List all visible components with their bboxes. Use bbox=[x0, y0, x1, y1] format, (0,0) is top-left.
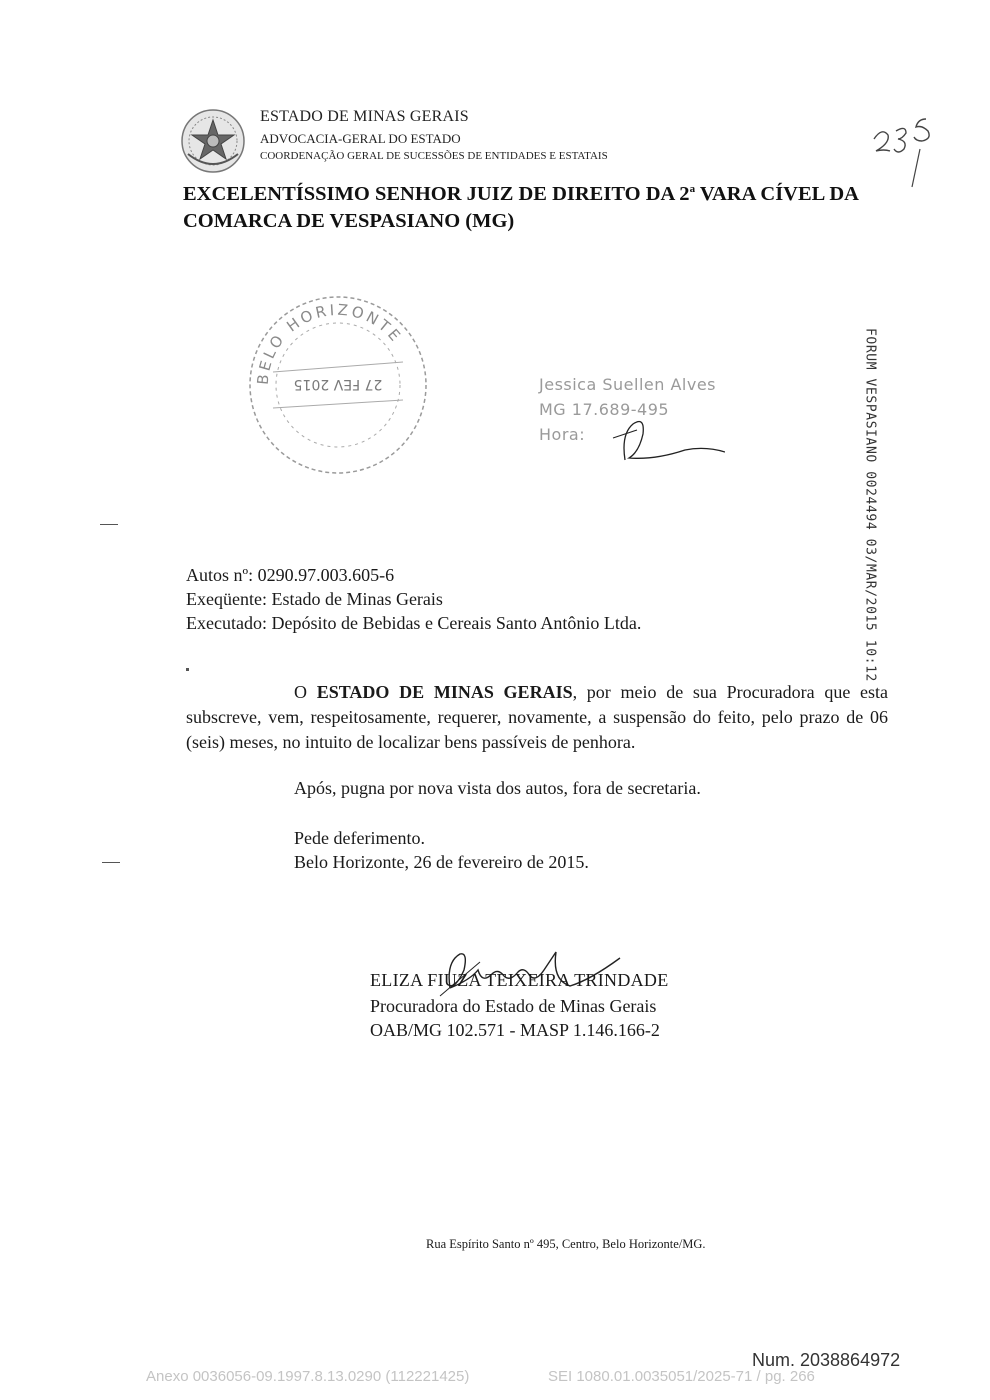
closing-deferment: Pede deferimento. bbox=[294, 828, 425, 848]
scan-mark bbox=[102, 862, 120, 863]
stamp-date: 27 FEV 2015 bbox=[293, 376, 383, 392]
receipt-stamp bbox=[535, 373, 725, 473]
letterhead-state: ESTADO DE MINAS GERAIS bbox=[260, 108, 469, 125]
scan-mark bbox=[100, 524, 118, 525]
signatory-registration: OAB/MG 102.571 - MASP 1.146.166-2 bbox=[370, 1020, 660, 1040]
signatory-role: Procuradora do Estado de Minas Gerais bbox=[370, 996, 657, 1016]
case-plaintiff: Exeqüente: Estado de Minas Gerais bbox=[186, 589, 443, 609]
case-number: Autos nº: 0290.97.003.605-6 bbox=[186, 565, 395, 585]
annex-reference: Anexo 0036056-09.1997.8.13.0290 (112221425) bbox=[146, 1368, 470, 1385]
case-defendant: Executado: Depósito de Bebidas e Cereais Santo Antônio Ltda. bbox=[186, 613, 642, 633]
signatory-name: ELIZA FIUZA TEIXEIRA TRINDADE bbox=[370, 970, 669, 990]
court-reception-stamp bbox=[238, 290, 438, 480]
addressee-heading: EXCELENTÍSSIMO SENHOR JUIZ DE DIREITO DA 2$^a$ VARA CÍVEL DA COMARCA DE VESPASIANO (MG) bbox=[183, 182, 858, 232]
document-number: Num. 2038864972 bbox=[752, 1350, 901, 1370]
state-coat-of-arms-icon bbox=[180, 108, 246, 174]
scan-mark bbox=[186, 668, 189, 671]
closing-place-date: Belo Horizonte, 26 de fevereiro de 2015. bbox=[294, 852, 589, 872]
receiver-id: MG 17.689-495 bbox=[539, 400, 670, 419]
letterhead-department: COORDENAÇÃO GERAL DE SUCESSÕES DE ENTIDADES E ESTATAIS bbox=[260, 150, 608, 162]
protocol-stamp: FORUM VESPASIANO 0024494 03/MAR/2015 10:12 bbox=[862, 328, 878, 682]
sei-reference: SEI 1080.01.0035051/2025-71 / pg. 266 bbox=[548, 1368, 815, 1385]
svg-text:235: 235 bbox=[868, 105, 870, 106]
receiver-name: Jessica Suellen Alves bbox=[539, 375, 717, 394]
svg-text:BELO HORIZONTE: BELO HORIZONTE bbox=[253, 300, 406, 386]
petition-body: O ESTADO DE MINAS GERAIS, por meio de sua Procuradora que esta subscreve, vem, respeitosamente, requerer, novamente, a suspensão do feito, pelo prazo de 06 (seis) meses, no intuito de localizar bens passíveis de penhora. bbox=[186, 682, 889, 752]
letterhead-agency: ADVOCACIA-GERAL DO ESTADO bbox=[260, 131, 461, 146]
receiver-signature bbox=[585, 408, 725, 468]
receipt-time-label: Hora: bbox=[539, 425, 586, 444]
footer-address: Rua Espírito Santo nº 495, Centro, Belo Horizonte/MG. bbox=[426, 1237, 706, 1251]
petition-request: Após, pugna por nova vista dos autos, fora de secretaria. bbox=[294, 778, 701, 798]
